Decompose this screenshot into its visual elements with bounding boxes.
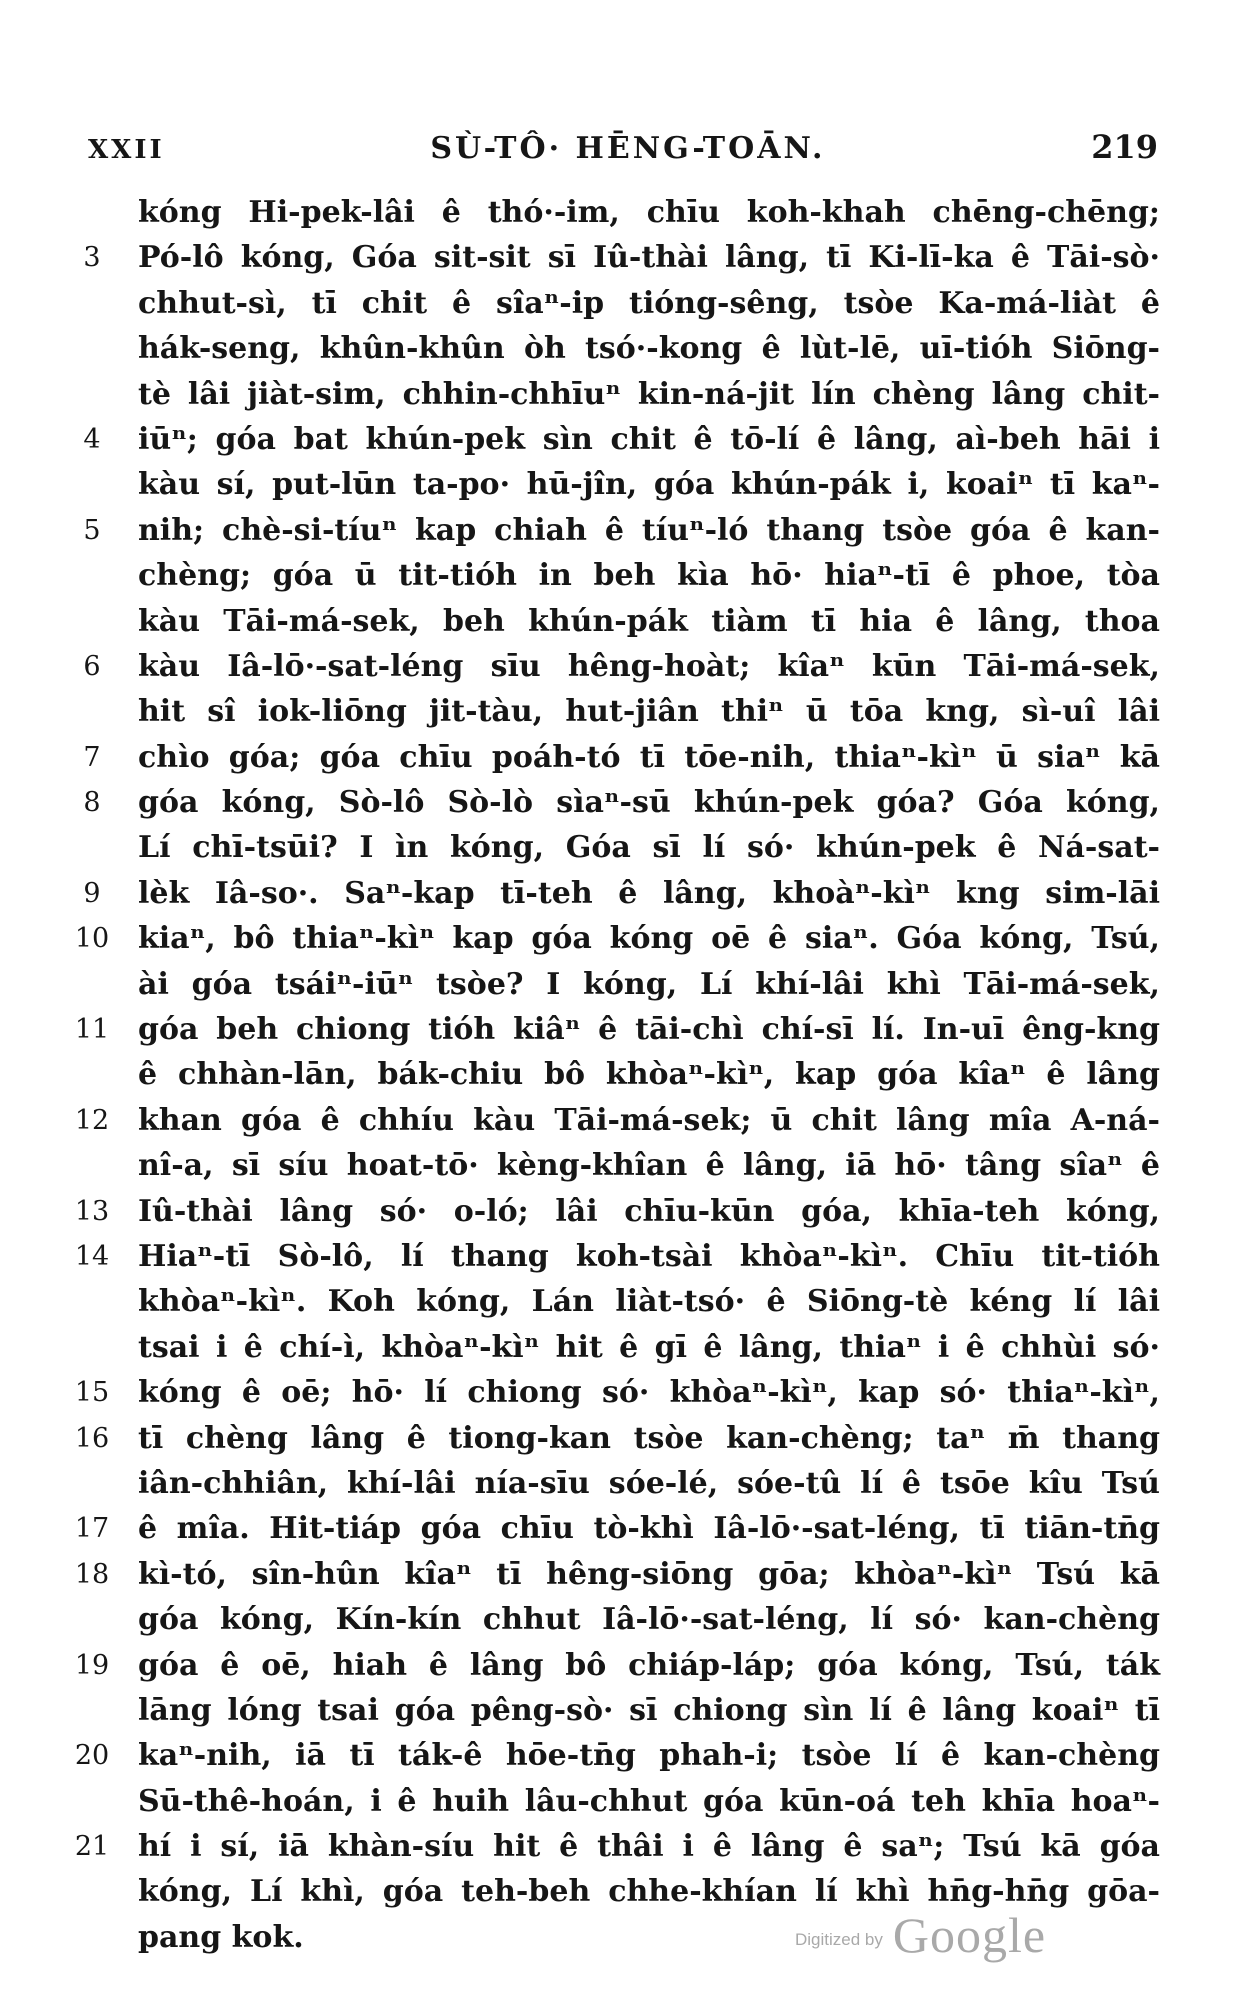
text-line <box>0 508 1249 553</box>
verse-number: 17 <box>74 1513 110 1545</box>
line-text: góa beh chiong tióh kiâⁿ ê tāi-chì chí-sī lí. In-uī êng-kng <box>138 1012 1160 1048</box>
line-text: kóng, Lí khì, góa teh-beh chhe-khían lí khì hn̄g-hn̄g gōa- <box>138 1874 1160 1910</box>
line-text: kàu sí, put-lūn ta-po· hū-jîn, góa khún-pák i, koaiⁿ tī kaⁿ- <box>138 467 1160 503</box>
text-line <box>0 1824 1249 1869</box>
running-header <box>88 128 1158 178</box>
verse-number: 20 <box>74 1740 110 1772</box>
verse-number: 9 <box>83 877 101 909</box>
text-line <box>0 644 1249 689</box>
text-line <box>0 1234 1249 1279</box>
text-line <box>0 1597 1249 1642</box>
page-number: 219 <box>1091 128 1158 166</box>
verse-number: 5 <box>83 514 101 546</box>
line-text: chhut-sì, tī chit ê sîaⁿ-ip tióng-sêng, tsòe Ka-má-liàt ê <box>138 285 1160 321</box>
line-text: kaⁿ-nih, iā tī ták-ê hōe-tn̄g phah-i; tsòe lí ê kan-chèng <box>138 1738 1160 1774</box>
verse-number: 21 <box>74 1831 110 1863</box>
text-line <box>0 326 1249 371</box>
line-text: iân-chhiân, khí-lâi nía-sīu sóe-lé, sóe-tû lí ê tsōe kîu Tsú <box>138 1465 1160 1501</box>
line-text: chìo góa; góa chīu poáh-tó tī tōe-nih, thiaⁿ-kìⁿ ū siaⁿ kā <box>138 739 1160 775</box>
verse-number: 16 <box>74 1422 110 1454</box>
text-line <box>0 871 1249 916</box>
line-text: nih; chè-si-tíuⁿ kap chiah ê tíuⁿ-ló thang tsòe góa ê kan- <box>138 512 1160 548</box>
line-text: kàu Tāi-má-sek, beh khún-pák tiàm tī hia ê lâng, thoa <box>138 603 1160 639</box>
text-line <box>0 916 1249 961</box>
text-line <box>0 1189 1249 1234</box>
text-line <box>0 1461 1249 1506</box>
verse-number: 15 <box>74 1377 110 1409</box>
line-text: chèng; góa ū tit-tióh in beh kìa hō· hiaⁿ-tī ê phoe, tòa <box>138 558 1160 594</box>
text-line <box>0 1143 1249 1188</box>
text-line <box>0 372 1249 417</box>
digitized-by-label: Digitized by <box>795 1930 883 1949</box>
text-line <box>0 1552 1249 1597</box>
line-text: khan góa ê chhíu kàu Tāi-má-sek; ū chit lâng mîa A-ná- <box>138 1102 1160 1138</box>
line-text: tè lâi jiàt-sim, chhin-chhīuⁿ kin-ná-jit lín chèng lâng chit- <box>138 376 1160 412</box>
text-line <box>0 462 1249 507</box>
line-text: tī chèng lâng ê tiong-kan tsòe kan-chèng; taⁿ m̄ thang <box>138 1420 1160 1456</box>
verse-number: 7 <box>83 741 101 773</box>
line-text: Pó-lô kóng, Góa sit-sit sī Iû-thài lâng, tī Ki-lī-ka ê Tāi-sò· <box>138 240 1160 276</box>
line-text: khòaⁿ-kìⁿ. Koh kóng, Lán liàt-tsó· ê Siōng-tè kéng lí lâi <box>138 1284 1160 1320</box>
line-text: kóng Hi-pek-lâi ê thó·-im, chīu koh-khah chēng-chēng; <box>138 195 1160 230</box>
line-text: lāng lóng tsai góa pêng-sò· sī chiong sìn lí ê lâng koaiⁿ tī <box>138 1692 1160 1728</box>
verse-number: 8 <box>83 787 101 819</box>
text-line <box>0 1098 1249 1143</box>
line-text: hí i sí, iā khàn-síu hit ê thâi i ê lâng ê saⁿ; Tsú kā góa <box>138 1829 1160 1865</box>
line-text: tsai i ê chí-ì, khòaⁿ-kìⁿ hit ê gī ê lâng, thiaⁿ i ê chhùi só· <box>138 1329 1160 1365</box>
verse-number: 13 <box>74 1195 110 1227</box>
line-text: nî-a, sī síu hoat-tō· kèng-khîan ê lâng, iā hō· tâng sîaⁿ ê <box>138 1148 1160 1184</box>
digitization-watermark <box>795 1900 1085 1963</box>
text-line <box>0 780 1249 825</box>
page-title: SÙ-TÔ· HĒNG-TOĀN. <box>430 131 826 166</box>
verse-number: 10 <box>74 923 110 955</box>
line-text: kóng ê oē; hō· lí chiong só· khòaⁿ-kìⁿ, kap só· thiaⁿ-kìⁿ, <box>138 1375 1160 1411</box>
verse-number: 3 <box>83 242 101 274</box>
text-line <box>0 1279 1249 1324</box>
line-text: góa kóng, Kín-kín chhut Iâ-lō·-sat-léng, lí só· kan-chèng <box>138 1602 1160 1638</box>
text-line <box>0 190 1249 235</box>
verse-number: 4 <box>83 423 101 455</box>
text-line <box>0 1370 1249 1415</box>
text-line <box>0 281 1249 326</box>
line-text: ê mîa. Hit-tiáp góa chīu tò-khì Iâ-lō·-sat-léng, tī tiān-tn̄g <box>138 1511 1160 1547</box>
line-text: kì-tó, sîn-hûn kîaⁿ tī hêng-siōng gōa; khòaⁿ-kìⁿ Tsú kā <box>138 1556 1160 1592</box>
text-line <box>0 1506 1249 1551</box>
text-line <box>0 417 1249 462</box>
text-line <box>0 1007 1249 1052</box>
text-line <box>0 553 1249 598</box>
text-line <box>0 1688 1249 1733</box>
line-text: pang kok. <box>138 1919 304 1955</box>
text-line <box>0 1779 1249 1824</box>
text-line <box>0 235 1249 280</box>
line-text: góa kóng, Sò-lô Sò-lò sìaⁿ-sū khún-pek góa? Góa kóng, <box>138 785 1160 821</box>
text-line <box>0 689 1249 734</box>
line-text: ê chhàn-lān, bák-chiu bô khòaⁿ-kìⁿ, kap góa kîaⁿ ê lâng <box>138 1057 1160 1093</box>
line-text: hit sî iok-liōng jit-tàu, hut-jiân thiⁿ ū tōa kng, sì-uî lâi <box>138 694 1160 730</box>
line-text: Hiaⁿ-tī Sò-lô, lí thang koh-tsài khòaⁿ-kìⁿ. Chīu tit-tióh <box>138 1238 1160 1274</box>
google-logo-text: Google <box>892 1907 1047 1963</box>
line-text: hák-seng, khûn-khûn òh tsó·-kong ê lùt-lē, uī-tióh Siōng- <box>138 331 1160 367</box>
line-text: kiaⁿ, bô thiaⁿ-kìⁿ kap góa kóng oē ê siaⁿ. Góa kóng, Tsú, <box>138 921 1160 957</box>
verse-number: 12 <box>74 1104 110 1136</box>
verse-number: 19 <box>74 1649 110 1681</box>
verse-number: 6 <box>83 650 101 682</box>
verse-number: 18 <box>74 1558 110 1590</box>
text-line <box>0 1052 1249 1097</box>
verse-number: 11 <box>74 1014 110 1046</box>
section-label: XXII <box>88 135 165 165</box>
text-line <box>0 1733 1249 1778</box>
text-line <box>0 825 1249 870</box>
line-text: iūⁿ; góa bat khún-pek sìn chit ê tō-lí ê lâng, aì-beh hāi i <box>138 421 1160 457</box>
text-line <box>0 599 1249 644</box>
line-text: góa ê oē, hiah ê lâng bô chiáp-láp; góa kóng, Tsú, ták <box>138 1647 1160 1683</box>
line-text: kàu Iâ-lō·-sat-léng sīu hêng-hoàt; kîaⁿ kūn Tāi-má-sek, <box>138 648 1160 684</box>
text-line <box>0 1643 1249 1688</box>
line-text: Sū-thê-hoán, i ê huih lâu-chhut góa kūn-oá teh khīa hoaⁿ- <box>138 1783 1160 1819</box>
text-line <box>0 1416 1249 1461</box>
line-text: Lí chī-tsūi? I ìn kóng, Góa sī lí só· khún-pek ê Ná-sat- <box>138 830 1160 866</box>
line-text: Iû-thài lâng só· o-ló; lâi chīu-kūn góa, khīa-teh kóng, <box>138 1193 1160 1229</box>
text-line <box>0 962 1249 1007</box>
body-text <box>0 190 1249 1963</box>
line-text: lèk Iâ-so·. Saⁿ-kap tī-teh ê lâng, khoàⁿ-kìⁿ kng sim-lāi <box>138 875 1160 911</box>
text-line <box>0 735 1249 780</box>
verse-number: 14 <box>74 1240 110 1272</box>
line-text: ài góa tsáiⁿ-iūⁿ tsòe? I kóng, Lí khí-lâi khì Tāi-má-sek, <box>138 966 1160 1002</box>
text-line <box>0 1325 1249 1370</box>
